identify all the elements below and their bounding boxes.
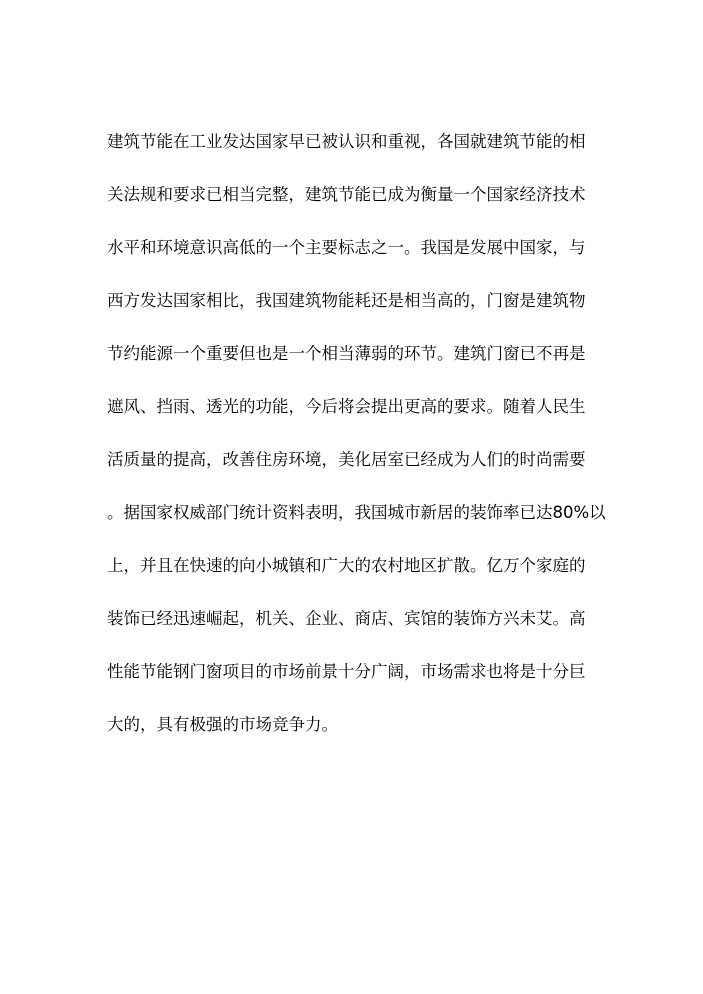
text-line: 性能节能钢门窗项目的市场前景十分广阔，市场需求也将是十分巨 bbox=[107, 662, 586, 681]
text-line: 建筑节能在工业发达国家早已被认识和重视，各国就建筑节能的相 bbox=[107, 132, 586, 151]
text-line: 上，并且在快速的向小城镇和广大的农村地区扩散。亿万个家庭的 bbox=[107, 556, 586, 575]
body-paragraph bbox=[107, 128, 606, 764]
text-line: 。据国家权威部门统计资料表明，我国城市新居的装饰率已达80%以 bbox=[107, 503, 606, 522]
text-line: 装饰已经迅速崛起，机关、企业、商店、宾馆的装饰方兴未艾。高 bbox=[107, 609, 586, 628]
text-line: 遮风、挡雨、透光的功能，今后将会提出更高的要求。随着人民生 bbox=[107, 397, 586, 416]
text-line: 西方发达国家相比，我国建筑物能耗还是相当高的，门窗是建筑物 bbox=[107, 291, 586, 310]
text-line: 大的，具有极强的市场竞争力。 bbox=[107, 715, 338, 734]
text-line: 活质量的提高，改善住房环境，美化居室已经成为人们的时尚需要 bbox=[107, 450, 586, 469]
text-line: 关法规和要求已相当完整，建筑节能已成为衡量一个国家经济技术 bbox=[107, 185, 586, 204]
text-line: 水平和环境意识高低的一个主要标志之一。我国是发展中国家，与 bbox=[107, 238, 586, 257]
text-line: 节约能源一个重要但也是一个相当薄弱的环节。建筑门窗已不再是 bbox=[107, 344, 586, 363]
